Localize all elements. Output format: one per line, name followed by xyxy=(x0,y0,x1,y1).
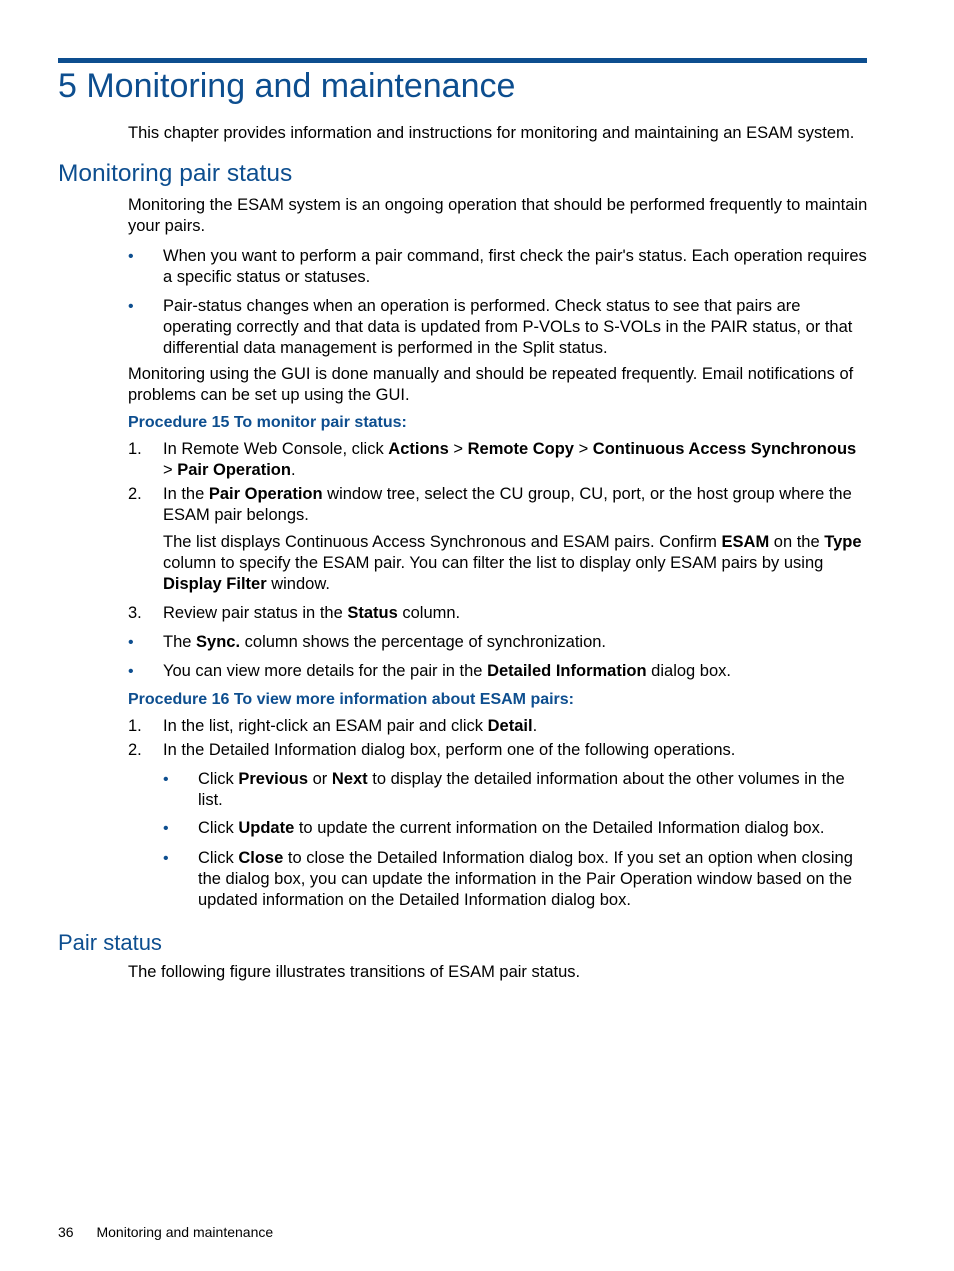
ui-term-pair-operation: Pair Operation xyxy=(208,485,323,503)
chapter-top-rule xyxy=(58,58,867,63)
ui-term-close: Close xyxy=(238,849,284,867)
section1-paragraph-2: Monitoring using the GUI is done manually and should be repeated frequently. Email notifications of problems can be set up using the GUI. xyxy=(128,365,854,404)
bullet-icon: • xyxy=(128,663,134,680)
section-title-monitoring-pair-status: Monitoring pair status xyxy=(58,160,293,187)
procedure-step xyxy=(128,439,868,481)
procedure-step xyxy=(128,740,868,761)
list-item xyxy=(128,632,868,653)
sub-list-item-text: Click Close to close the Detailed Information dialog box. If you set an option when closing the dialog box, you can update the information in the Pair Operation window based on the updated information on the Detailed Information dialog box. xyxy=(198,849,853,909)
step-number: 2. xyxy=(128,741,142,759)
procedure-step xyxy=(128,484,868,526)
ui-term-detail: Detail xyxy=(487,717,533,735)
bullet-icon: • xyxy=(163,771,169,788)
list-item-text: When you want to perform a pair command, first check the pair's status. Each operation requires a specific status or statuses. xyxy=(163,247,867,286)
procedure-15-heading: Procedure 15 To monitor pair status: xyxy=(128,414,407,431)
ui-term-detailed-information: Detailed Information xyxy=(487,662,647,680)
ui-term-pair-operation: Pair Operation xyxy=(177,461,291,479)
chapter-intro: This chapter provides information and instructions for monitoring and maintaining an ESAM system. xyxy=(128,124,855,142)
procedure-step-note xyxy=(128,532,868,595)
page-number: 36 xyxy=(58,1224,74,1240)
bullet-icon: • xyxy=(163,850,169,867)
step-number: 2. xyxy=(128,485,142,503)
step-text: In the list, right-click an ESAM pair and click Detail. xyxy=(163,717,538,735)
ui-term-continuous-access-synchronous: Continuous Access Synchronous xyxy=(592,440,857,458)
bullet-icon: • xyxy=(128,248,134,265)
list-item-text: The Sync. column shows the percentage of synchronization. xyxy=(163,633,607,651)
step-number: 1. xyxy=(128,717,142,735)
sub-list-item-text: Click Previous or Next to display the detailed information about the other volumes in the list. xyxy=(198,770,845,809)
page-footer xyxy=(58,1223,273,1241)
ui-term-esam: ESAM xyxy=(721,533,770,551)
step-text: In Remote Web Console, click Actions > Remote Copy > Continuous Access Synchronous > Pair Operation. xyxy=(163,440,857,479)
bullet-icon: • xyxy=(128,298,134,315)
sub-list-item xyxy=(163,848,868,911)
step-text: In the Pair Operation window tree, select the CU group, CU, port, or the host group where the ESAM pair belongs. xyxy=(163,485,852,524)
list-item xyxy=(128,296,868,359)
list-item-text: You can view more details for the pair in the Detailed Information dialog box. xyxy=(163,662,731,680)
sub-list-item-text: Click Update to update the current information on the Detailed Information dialog box. xyxy=(198,819,825,837)
step-text: Review pair status in the Status column. xyxy=(163,604,461,622)
ui-term-update: Update xyxy=(238,819,295,837)
step-number: 1. xyxy=(128,440,142,458)
procedure-step xyxy=(128,716,868,737)
ui-term-previous: Previous xyxy=(238,770,309,788)
ui-term-sync: Sync. xyxy=(196,633,241,651)
step-text: In the Detailed Information dialog box, perform one of the following operations. xyxy=(163,741,736,759)
ui-term-remote-copy: Remote Copy xyxy=(467,440,574,458)
ui-term-type: Type xyxy=(824,533,862,551)
ui-term-status: Status xyxy=(347,604,398,622)
bullet-icon: • xyxy=(163,820,169,837)
step-note-text: The list displays Continuous Access Synchronous and ESAM pairs. Confirm ESAM on the Type column to specify the ESAM pair. You can filter the list to display only ESAM pairs by using Display Filter window. xyxy=(163,533,862,593)
procedure-16-heading: Procedure 16 To view more information about ESAM pairs: xyxy=(128,691,575,708)
step-number: 3. xyxy=(128,604,142,622)
section-title-pair-status: Pair status xyxy=(58,930,162,955)
sub-list-item xyxy=(163,818,868,839)
chapter-title: 5 Monitoring and maintenance xyxy=(58,67,516,105)
ui-term-display-filter: Display Filter xyxy=(163,575,267,593)
list-item xyxy=(128,661,868,682)
procedure-step xyxy=(128,603,868,624)
section1-paragraph-1: Monitoring the ESAM system is an ongoing operation that should be performed frequently to maintain your pairs. xyxy=(128,196,868,235)
running-title: Monitoring and maintenance xyxy=(96,1224,274,1240)
list-item xyxy=(128,246,868,288)
list-item-text: Pair-status changes when an operation is performed. Check status to see that pairs are operating correctly and that data is updated from P-VOLs to S-VOLs in the PAIR status, or that differential data management is performed in the Split status. xyxy=(163,297,853,357)
bullet-icon: • xyxy=(128,634,134,651)
ui-term-next: Next xyxy=(331,770,368,788)
section2-paragraph-1: The following figure illustrates transitions of ESAM pair status. xyxy=(128,963,581,981)
ui-term-actions: Actions xyxy=(388,440,449,458)
sub-list-item xyxy=(163,769,868,811)
